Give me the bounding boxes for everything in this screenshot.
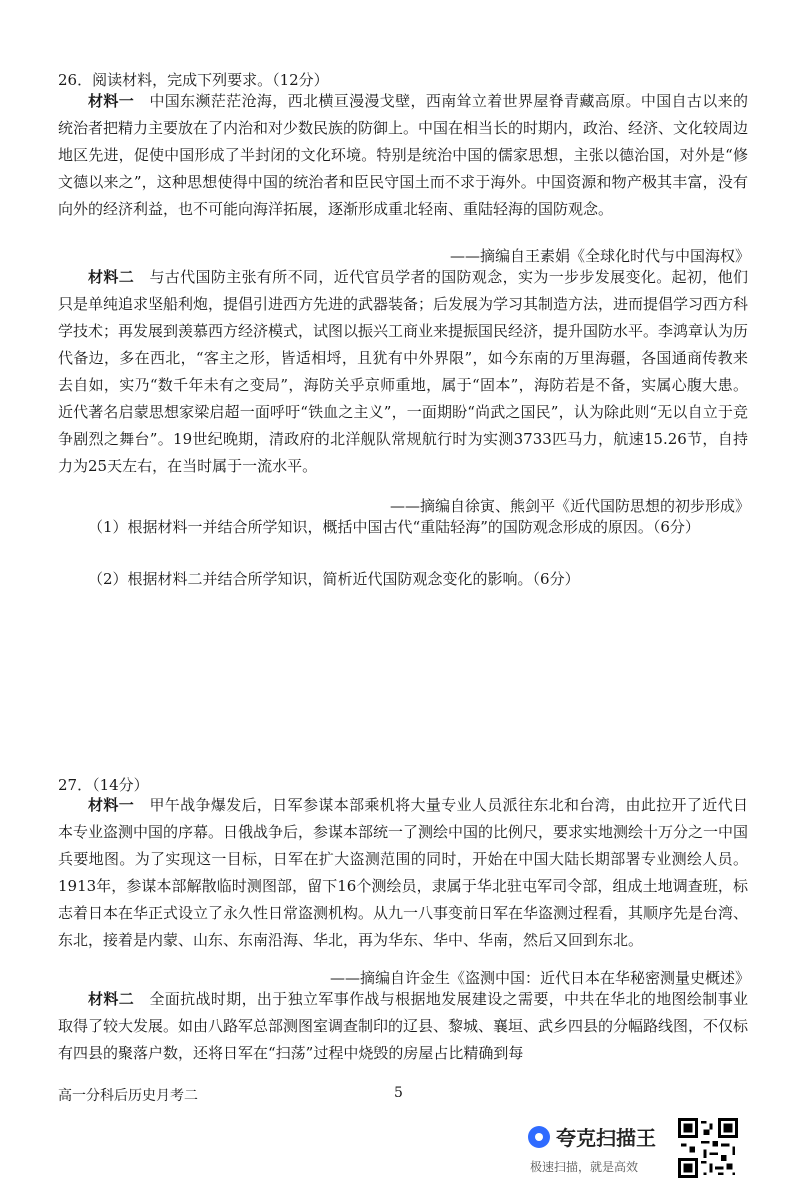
q26-material-1-tag: 材料一 bbox=[88, 92, 135, 110]
question-27-heading: 27．（14分） bbox=[58, 776, 149, 794]
q26-material-1-text: 中国东濒茫茫沧海，西北横亘漫漫戈壁，西南耸立着世界屋脊青藏高原。中国自古以来的统治者把精力主要放在了内治和对少数民族的防御上。中国在相当长的时期内，政治、经济、文化较周边地区先进，促使中国形成了半封闭的文化环境。特别是统治中国的儒家思想，主张以德治国，对外是“修文德以来之”，这种思想使得中国的统治者和臣民守国土而不求于海外。中国资源和物产极其丰富，没有向外的经济利益，也不可能向海洋拓展，逐渐形成重北轻南、重陆轻海的国防观念。 bbox=[58, 92, 749, 218]
q26-material-2-tag: 材料二 bbox=[88, 268, 135, 286]
q26-material-2 bbox=[58, 264, 748, 480]
quark-logo-icon bbox=[528, 1126, 550, 1148]
question-26-heading: 26．阅读材料，完成下列要求。（12分） bbox=[58, 71, 329, 89]
q27-material-2-text: 全面抗战时期，出于独立军事作战与根据地发展建设之需要，中共在华北的地图绘制事业取得了较大发展。如由八路军总部测图室调查制印的辽县、黎城、襄垣、武乡四县的分幅路线图，不仅标有四县的聚落户数，还将日军在“扫荡”过程中烧毁的房屋占比精确到每 bbox=[58, 990, 749, 1062]
watermark-title: 夸克扫描王 bbox=[556, 1126, 656, 1150]
q27-material-1-tag: 材料一 bbox=[88, 796, 135, 814]
q27-material-2-tag: 材料二 bbox=[88, 990, 135, 1008]
q26-subquestion-2: （2）根据材料二并结合所学知识，简析近代国防观念变化的影响。（6分） bbox=[88, 570, 580, 588]
q27-material-2 bbox=[58, 986, 748, 1067]
q26-subquestion-1: （1）根据材料一并结合所学知识，概括中国古代“重陆轻海”的国防观念形成的原因。（6分） bbox=[88, 518, 700, 536]
q26-material-1 bbox=[58, 88, 748, 223]
qr-code-icon bbox=[678, 1118, 738, 1178]
q27-material-1-text: 甲午战争爆发后，日军参谋本部乘机将大量专业人员派往东北和台湾，由此拉开了近代日本专业盗测中国的序幕。日俄战争后，参谋本部统一了测绘中国的比例尺，要求实地测绘十万分之一中国兵要地图。为了实现这一目标，日军在扩大盗测范围的同时，开始在中国大陆长期部署专业测绘人员。1913年，参谋本部解散临时测图部，留下16个测绘员，隶属于华北驻屯军司令部，组成土地调查班，标志着日本在华正式设立了永久性日常盗测机构。从九一八事变前日军在华盗测过程看，其顺序先是台湾、东北，接着是内蒙、山东、东南沿海、华北，再为华东、华中、华南，然后又回到东北。 bbox=[58, 796, 749, 949]
q26-material-2-source: ——摘编自徐寅、熊剑平《近代国防思想的初步形成》 bbox=[389, 497, 750, 515]
watermark-slogan: 极速扫描，就是高效 bbox=[530, 1160, 639, 1174]
q26-material-2-text: 与古代国防主张有所不同，近代官员学者的国防观念，实为一步步发展变化。起初，他们只是单纯追求坚船利炮，提倡引进西方先进的武器装备；后发展为学习其制造方法，进而提倡学习西方科学技术；再发展到羡慕西方经济模式，试图以振兴工商业来提振国民经济，提升国防水平。李鸿章认为历代备边，多在西北，“客主之形，皆适相埒，且犹有中外界限”，如今东南的万里海疆，各国通商传教来去自如，实乃“数千年未有之变局”，海防关乎京师重地，属于“固本”，海防若是不备，实属心腹大患。近代著名启蒙思想家梁启超一面呼吁“铁血之主义”，一面期盼“尚武之国民”，认为除此则“无以自立于竞争剧烈之舞台”。19世纪晚期，清政府的北洋舰队常规航行时为实测3733匹马力，航速15.26节，自持力为25天左右，在当时属于一流水平。 bbox=[58, 268, 749, 475]
q27-material-1 bbox=[58, 792, 748, 954]
q27-material-1-source: ——摘编自许金生《盗测中国：近代日本在华秘密测量史概述》 bbox=[329, 969, 750, 987]
footer-page-number: 5 bbox=[394, 1085, 403, 1101]
q26-material-1-source: ——摘编自王素娟《全球化时代与中国海权》 bbox=[449, 247, 750, 265]
footer-exam-name: 高一分科后历史月考二 bbox=[58, 1088, 198, 1104]
